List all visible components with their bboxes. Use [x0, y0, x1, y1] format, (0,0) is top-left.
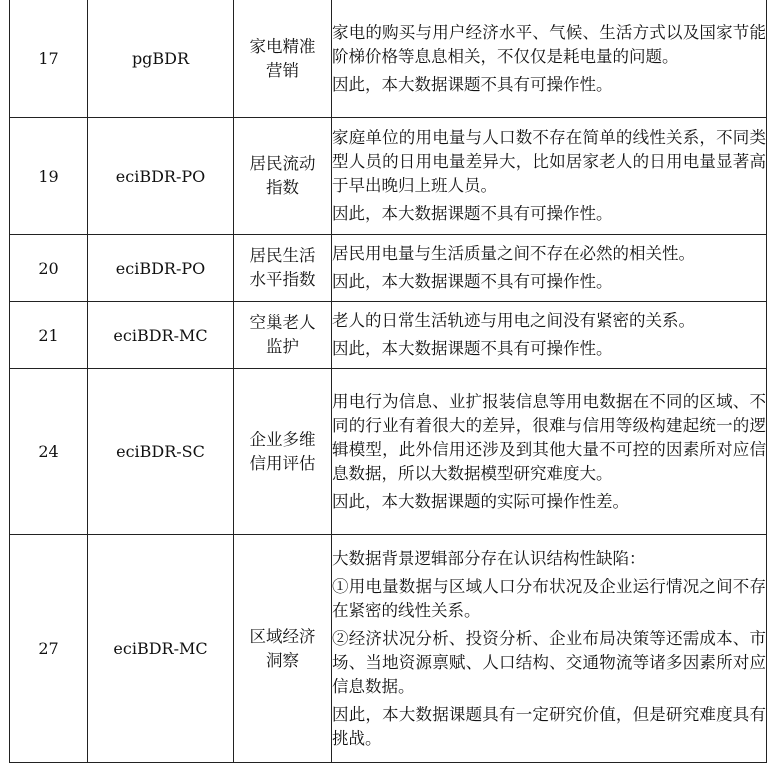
description-paragraph: 老人的日常生活轨迹与用电之间没有紧密的关系。 — [332, 311, 695, 330]
row-code: eciBDR-MC — [88, 535, 234, 763]
row-number: 27 — [10, 535, 88, 763]
table-row — [10, 0, 767, 118]
row-topic-name-text: 家电精准营销 — [249, 36, 316, 80]
row-description — [332, 235, 767, 302]
row-description — [332, 369, 767, 535]
description-paragraph: 大数据背景逻辑部分存在认识结构性缺陷： — [332, 548, 646, 568]
row-code: eciBDR-SC — [88, 369, 234, 535]
row-number: 19 — [10, 118, 88, 235]
row-topic-name-text: 居民生活水平指数 — [249, 246, 316, 289]
table-row — [10, 535, 767, 763]
row-number: 24 — [10, 369, 88, 535]
row-topic-name-text: 区域经济洞察 — [249, 626, 316, 670]
description-conclusion: 因此，本大数据课题的实际可操作性差。 — [332, 491, 629, 511]
table-row — [10, 302, 767, 369]
table-row — [10, 369, 767, 535]
row-code: pgBDR — [88, 0, 234, 118]
row-number: 21 — [10, 302, 88, 369]
row-topic-name-text: 空巢老人监护 — [249, 313, 316, 356]
description-conclusion: 因此，本大数据课题不具有可操作性。 — [332, 204, 613, 223]
description-conclusion: 因此，本大数据课题不具有可操作性。 — [332, 74, 613, 94]
row-topic-name — [234, 369, 332, 535]
description-conclusion: 因此，本大数据课题不具有可操作性。 — [332, 272, 613, 291]
topic-table — [9, 0, 767, 763]
row-topic-name — [234, 118, 332, 235]
row-topic-name — [234, 235, 332, 302]
description-paragraph: 居民用电量与生活质量之间不存在必然的相关性。 — [332, 244, 695, 263]
description-point-2: ②经济状况分析、投资分析、企业布局决策等还需成本、市场、当地资源禀赋、人口结构、交通物流等诸多因素所对应信息数据。 — [332, 628, 766, 696]
description-paragraph: 家庭单位的用电量与人口数不存在简单的线性关系，不同类型人员的日用电量差异大，比如居家老人的日用电量显著高于早出晚归上班人员。 — [332, 128, 766, 195]
row-topic-name — [234, 535, 332, 763]
description-paragraph: 用电行为信息、业扩报装信息等用电数据在不同的区域、不同的行业有着很大的差异，很难与信用等级构建起统一的逻辑模型，此外信用还涉及到其他大量不可控的因素所对应信息数据，所以大数据模型研究难度大。 — [332, 391, 766, 483]
description-conclusion: 因此，本大数据课题具有一定研究价值，但是研究难度具有挑战。 — [332, 704, 766, 748]
row-number: 17 — [10, 0, 88, 118]
row-number: 20 — [10, 235, 88, 302]
row-topic-name — [234, 302, 332, 369]
row-description — [332, 118, 767, 235]
row-topic-name-text: 居民流动指数 — [249, 154, 316, 197]
table-row — [10, 118, 767, 235]
description-conclusion: 因此，本大数据课题不具有可操作性。 — [332, 339, 613, 358]
table-row — [10, 235, 767, 302]
row-topic-name-text: 企业多维信用评估 — [249, 429, 316, 473]
row-code: eciBDR-PO — [88, 118, 234, 235]
row-description — [332, 0, 767, 118]
row-description — [332, 302, 767, 369]
description-paragraph: 家电的购买与用户经济水平、气候、生活方式以及国家节能阶梯价格等息息相关，不仅仅是耗电量的问题。 — [332, 22, 766, 66]
description-point-1: ①用电量数据与区域人口分布状况及企业运行情况之间不存在紧密的线性关系。 — [332, 576, 766, 620]
row-description — [332, 535, 767, 763]
row-code: eciBDR-MC — [88, 302, 234, 369]
row-code: eciBDR-PO — [88, 235, 234, 302]
row-topic-name — [234, 0, 332, 118]
